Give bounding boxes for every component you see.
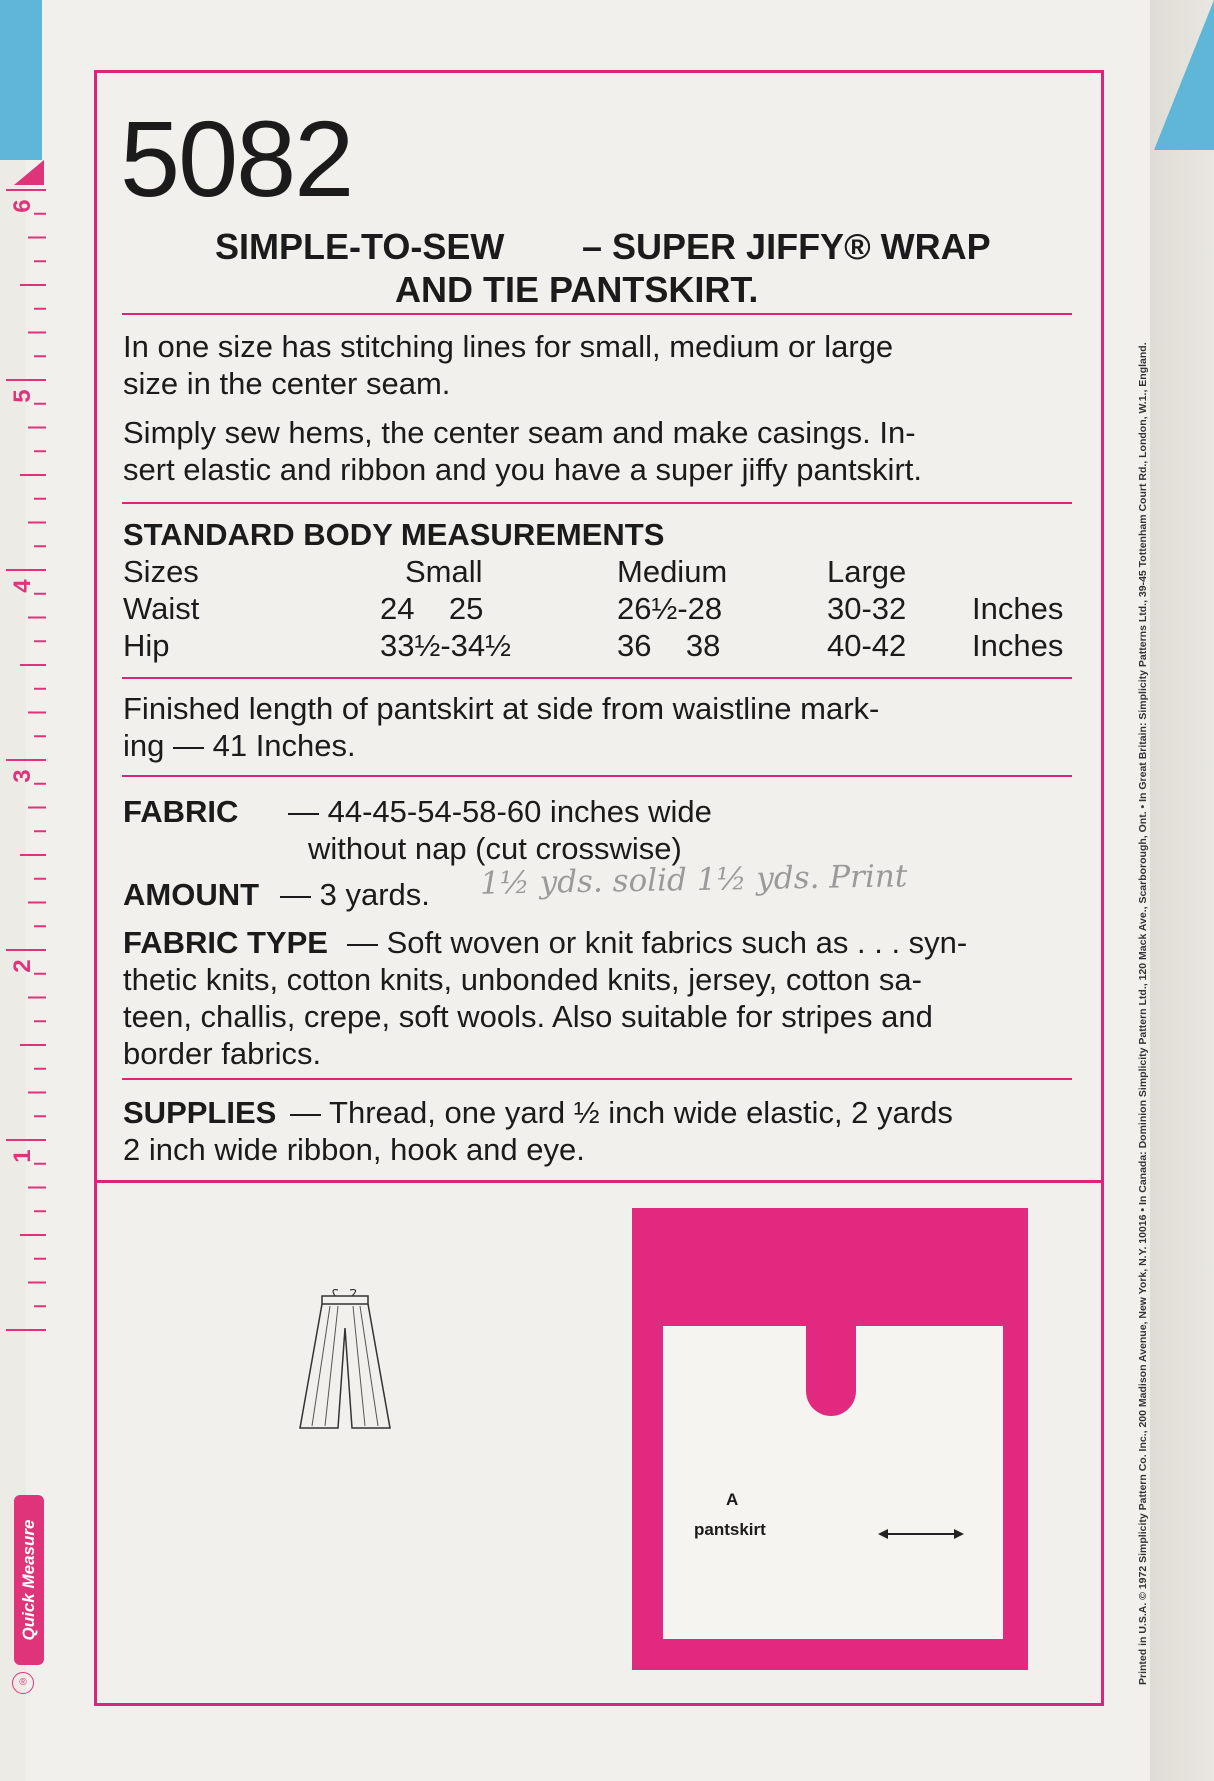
description-line: In one size has stitching lines for small, medium or large: [123, 329, 894, 364]
title-pantskirt: AND TIE PANTSKIRT.: [395, 269, 759, 310]
piece-letter: A: [726, 1490, 739, 1509]
table-cell: Medium: [617, 554, 728, 589]
divider: [122, 677, 1072, 679]
envelope-fold-shadow: [1150, 0, 1214, 1781]
table-cell: Inches: [972, 591, 1064, 626]
description-line: size in the center seam.: [123, 366, 451, 401]
supplies-text: 2 inch wide ribbon, hook and eye.: [123, 1132, 585, 1167]
fabric-type-text: teen, challis, crepe, soft wools. Also suitable for stripes and: [123, 999, 933, 1034]
finished-length-line: Finished length of pantskirt at side from waistline mark-: [123, 691, 880, 726]
amount-text: — 3 yards.: [280, 877, 430, 912]
quick-measure-label: Quick Measure: [14, 1495, 44, 1665]
finished-length-line: ing — 41 Inches.: [123, 728, 356, 763]
table-cell: 30-32: [827, 591, 907, 626]
copyright-notice: Printed in U.S.A. © 1972 Simplicity Pattern Co. Inc., 200 Madison Avenue, New York, N.Y. 10016 • In Canada: Dominion Simplicity Pattern Ltd., 120 Mack Ave., Scarborough, Ont. • In Great Britain: Simplicity Patterns Ltd., 39-45 Tottenham Court Rd., London, W.1., England.: [1137, 342, 1149, 1685]
table-cell: 36 38: [617, 628, 721, 663]
table-cell: Sizes: [123, 554, 199, 589]
ruler-number: 6: [9, 199, 36, 213]
divider: [122, 1078, 1072, 1080]
table-cell: Waist: [123, 591, 200, 626]
ruler-number: 3: [9, 769, 36, 783]
grainline-arrow-icon: [878, 1526, 964, 1542]
pattern-notch: [806, 1326, 856, 1416]
handwritten-note: 1½ yds. solid 1½ yds. Print: [479, 858, 908, 902]
title-simple-to-sew: SIMPLE-TO-SEW: [215, 226, 505, 267]
divider: [122, 775, 1072, 777]
description-line: sert elastic and ribbon and you have a super jiffy pantskirt.: [123, 452, 922, 487]
ruler-number: 2: [9, 959, 36, 973]
description-line: Simply sew hems, the center seam and make casings. In-: [123, 415, 916, 450]
table-cell: 26½-28: [617, 591, 723, 626]
title-super-jiffy: – SUPER JIFFY® WRAP: [582, 226, 991, 267]
fabric-type-text: border fabrics.: [123, 1036, 322, 1071]
ruler-number: 1: [9, 1149, 36, 1163]
ruler-number: 5: [9, 389, 36, 403]
section-divider: [97, 1180, 1101, 1183]
divider: [122, 313, 1072, 315]
table-cell: Inches: [972, 628, 1064, 663]
fabric-type-label: FABRIC TYPE: [123, 925, 328, 960]
supplies-text: — Thread, one yard ½ inch wide elastic, 2 yards: [290, 1095, 953, 1130]
table-cell: Hip: [123, 628, 170, 663]
table-cell: 33½-34½: [380, 628, 511, 663]
amount-label: AMOUNT: [123, 877, 260, 912]
fabric-text: without nap (cut crosswise): [308, 831, 682, 866]
fabric-type-text: — Soft woven or knit fabrics such as . . . syn-: [347, 925, 968, 960]
table-cell: 40-42: [827, 628, 907, 663]
ruler-number: 4: [9, 579, 36, 593]
fabric-type-text: thetic knits, cotton knits, unbonded knits, jersey, cotton sa-: [123, 962, 922, 997]
fabric-text: — 44-45-54-58-60 inches wide: [288, 794, 712, 829]
quick-measure-ruler: [0, 160, 48, 1680]
table-cell: 24 25: [380, 591, 484, 626]
measurements-heading: STANDARD BODY MEASUREMENTS: [123, 517, 665, 552]
pantskirt-illustration: [290, 1288, 400, 1438]
table-cell: Small: [405, 554, 483, 589]
divider: [122, 502, 1072, 504]
blue-corner-top-left: [0, 0, 42, 160]
table-cell: Large: [827, 554, 907, 589]
supplies-label: SUPPLIES: [123, 1095, 277, 1130]
pattern-number: 5082: [120, 98, 353, 219]
fabric-label: FABRIC: [123, 794, 239, 829]
piece-name: pantskirt: [694, 1520, 766, 1539]
registered-mark: ®: [12, 1672, 34, 1694]
